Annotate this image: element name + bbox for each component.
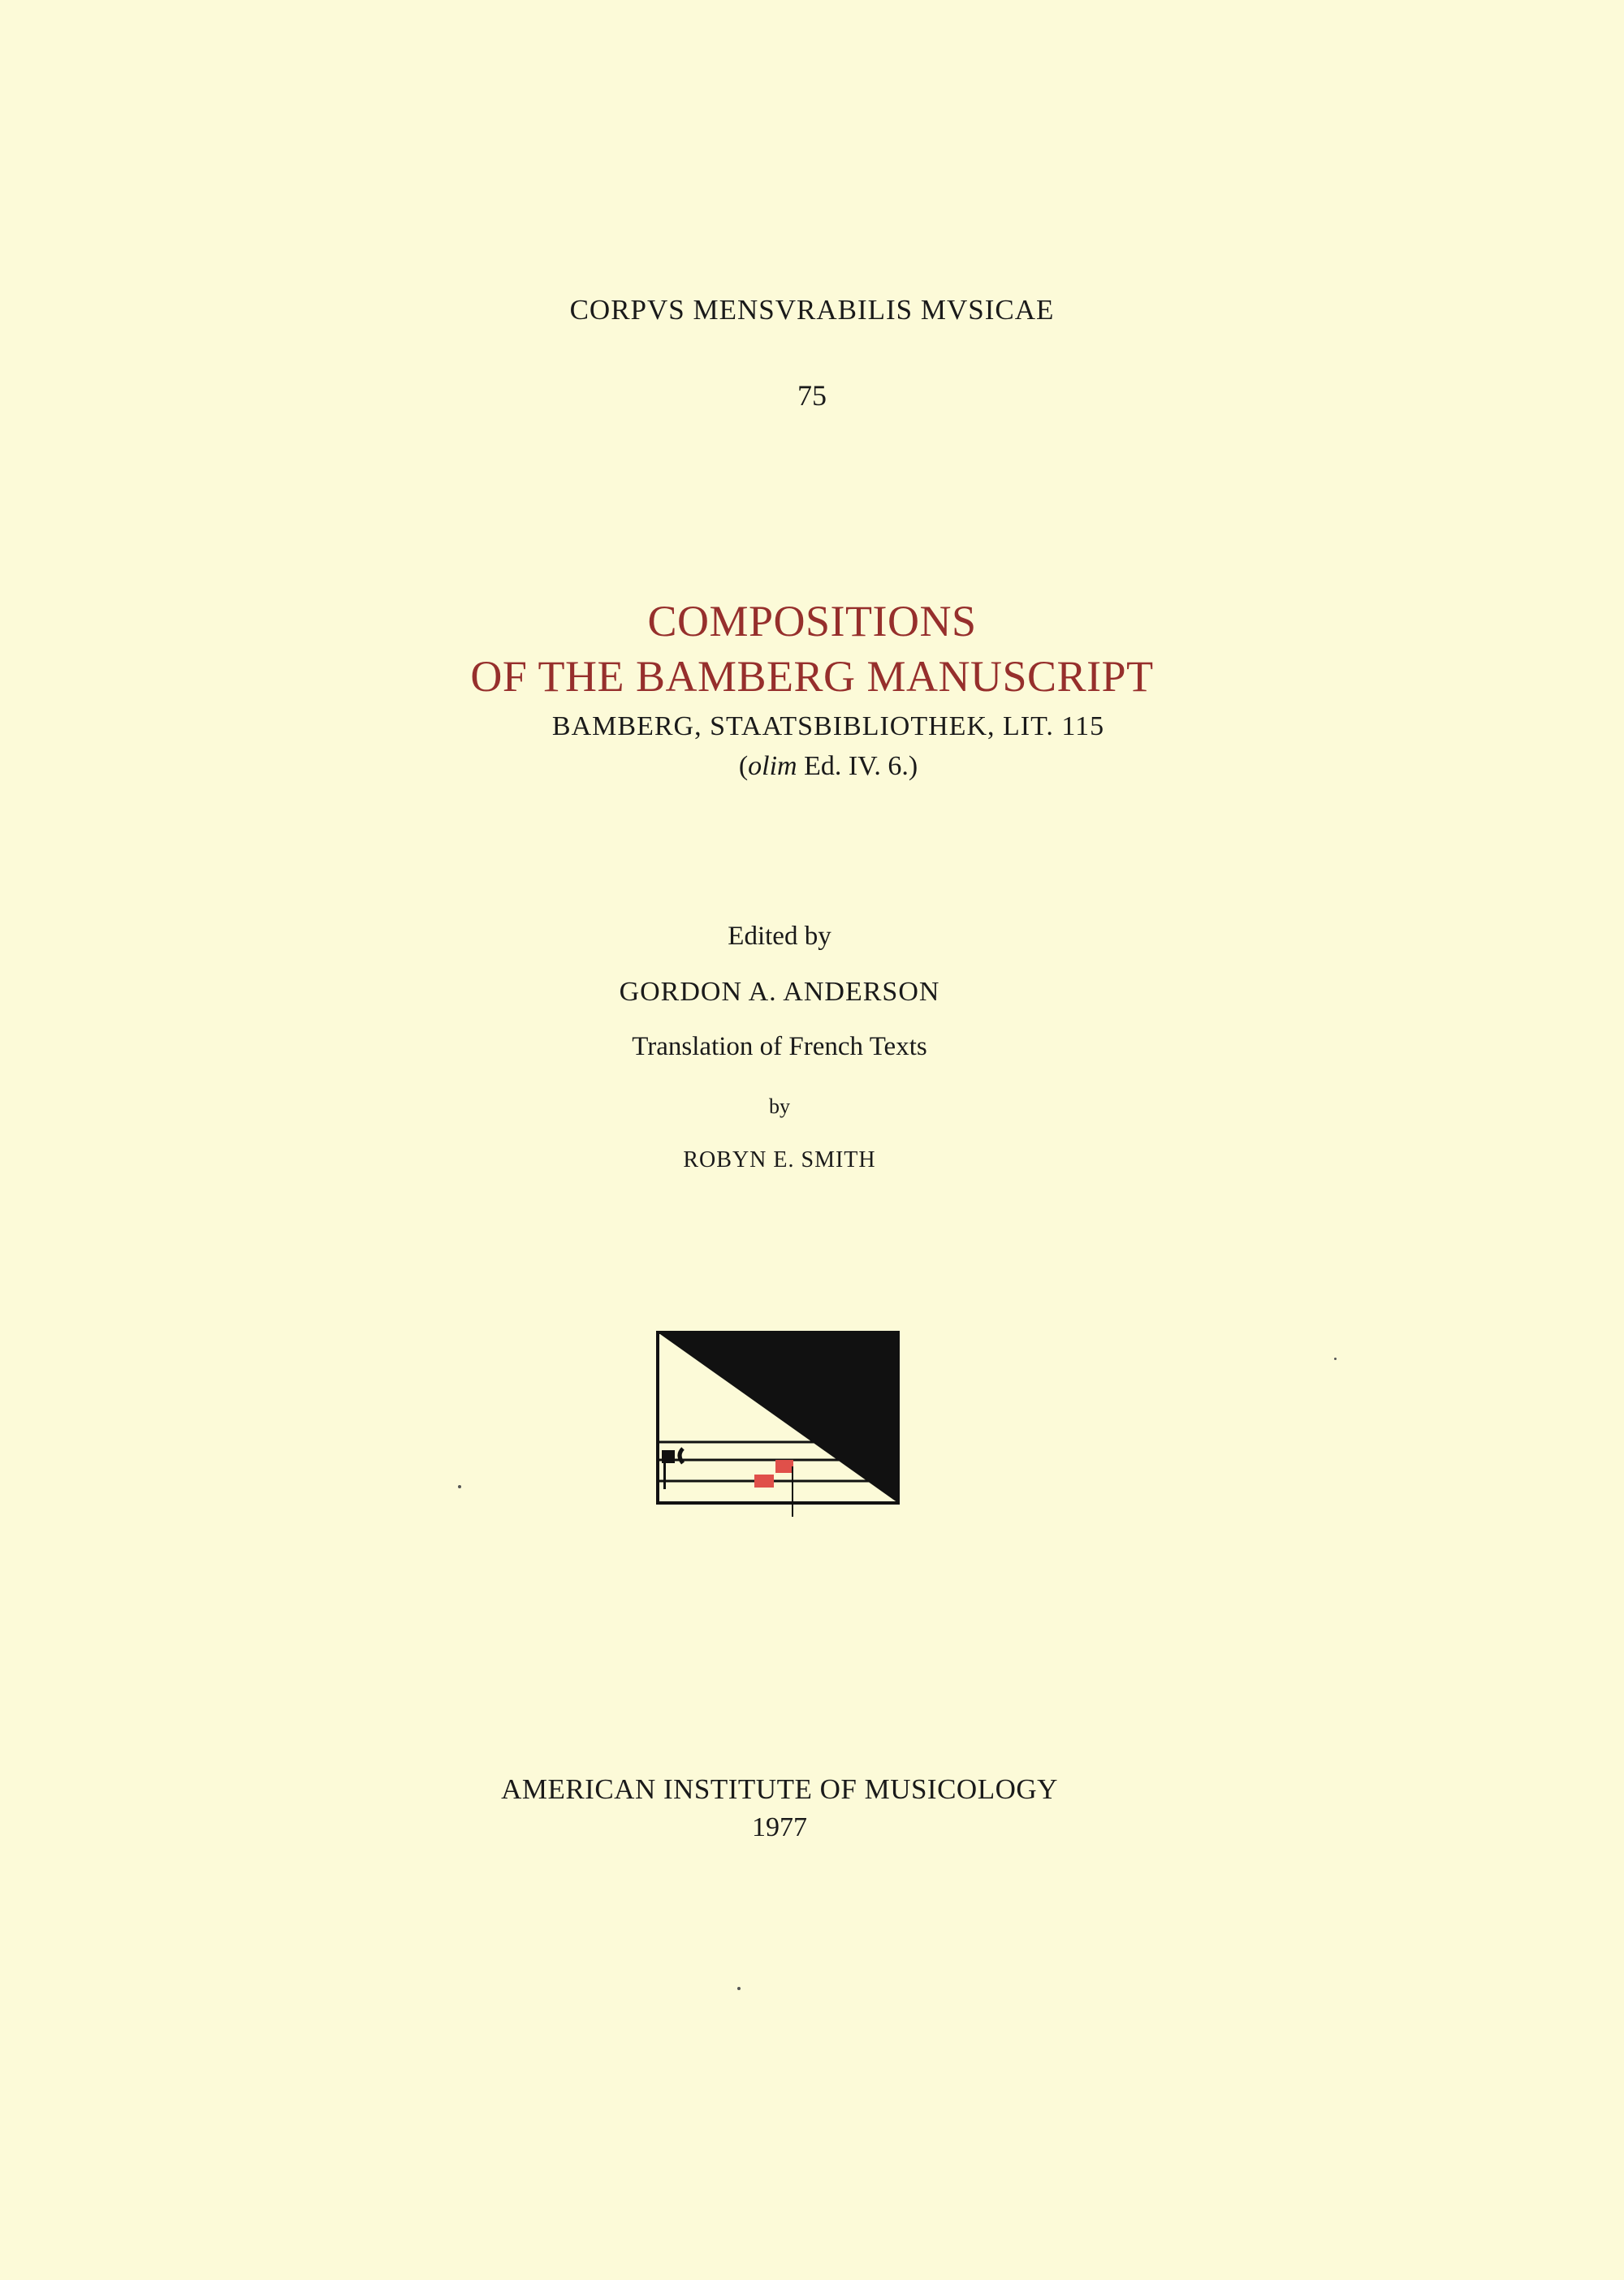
publication-year: 1977 [752, 1812, 807, 1842]
emblem-black-triangle [658, 1332, 898, 1503]
paper-speck [1334, 1358, 1337, 1360]
olim-word: olim [748, 751, 797, 781]
translator-name: ROBYN E. SMITH [683, 1147, 876, 1172]
series-title: CORPVS MENSVRABILIS MVSICAE [569, 294, 1055, 326]
book-title-line-2: OF THE BAMBERG MANUSCRIPT [470, 652, 1154, 701]
by-label: by [769, 1095, 790, 1118]
olim-rest: Ed. IV. 6.) [797, 751, 918, 781]
translation-label: Translation of French Texts [632, 1032, 927, 1061]
olim-shelfmark [16, 751, 1624, 782]
clef-stem [663, 1450, 666, 1489]
red-note-high [775, 1460, 793, 1473]
editor-name: GORDON A. ANDERSON [619, 977, 940, 1007]
olim-prefix: ( [738, 751, 749, 781]
paper-speck [737, 1987, 741, 1990]
shelfmark: BAMBERG, STAATSBIBLIOTHEK, LIT. 115 [551, 711, 1105, 741]
publisher-emblem [654, 1328, 902, 1517]
paper-speck [458, 1485, 461, 1488]
edited-by-label: Edited by [728, 922, 831, 951]
publisher-name: AMERICAN INSTITUTE OF MUSICOLOGY [501, 1773, 1058, 1805]
red-note-low [754, 1475, 774, 1488]
book-title-line-1: COMPOSITIONS [647, 597, 977, 646]
volume-number: 75 [797, 379, 827, 412]
clef-curve [680, 1449, 683, 1463]
